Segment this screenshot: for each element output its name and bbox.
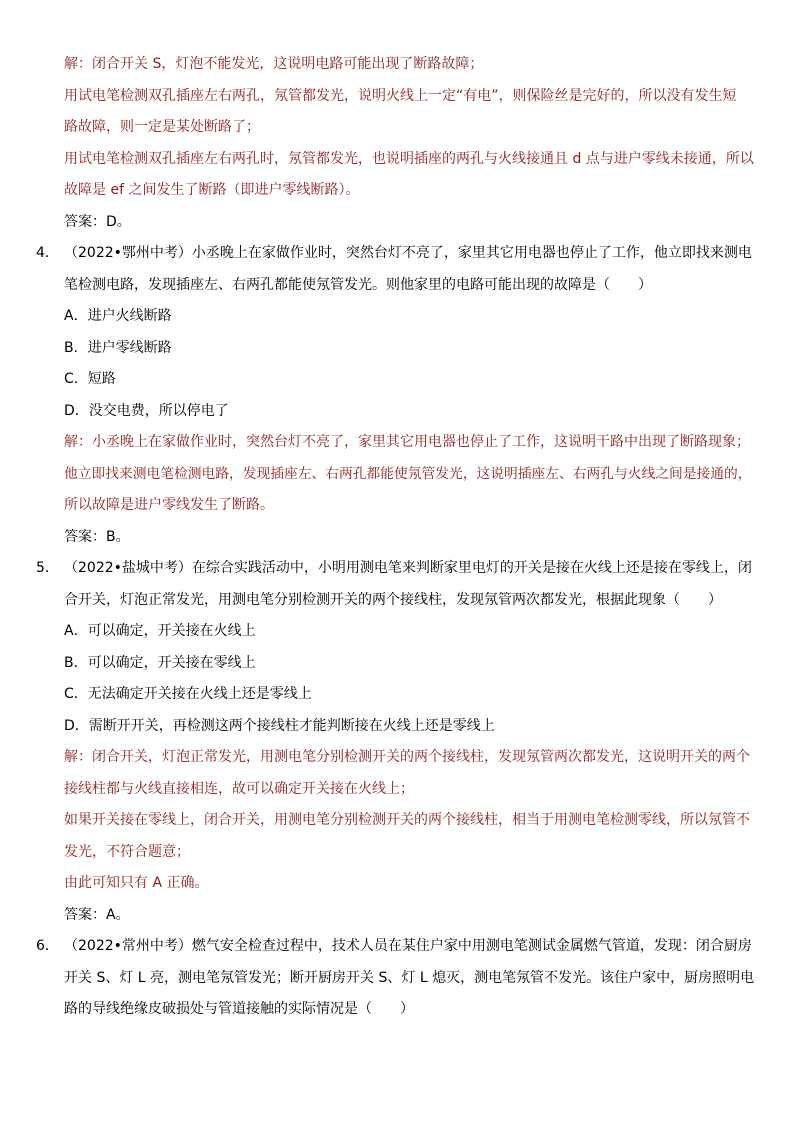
q4-stem-line-2: 笔检测电路，发现插座左、右两孔都能使氖管发光。则他家里的电路可能出现的故障是（ ） xyxy=(64,277,652,293)
q5-solution-line-4: 发光，不符合题意； xyxy=(64,844,190,860)
q5-option-d: D．需断开开关，再检测这两个接线柱才能判断接在火线上还是零线上 xyxy=(64,718,495,734)
q4-stem-line-1: （2022•鄂州中考）小丞晚上在家做作业时，突然台灯不亮了，家里其它用电器也停止了工作，他立即找来测电 xyxy=(64,245,752,261)
q5-solution-line-3: 如果开关接在零线上，闭合开关，用测电笔分别检测开关的两个接线柱，相当于用测电笔检测零线，所以氖管不 xyxy=(64,812,750,828)
q4-answer: 答案：B。 xyxy=(64,529,130,545)
q5-answer: 答案：A。 xyxy=(64,907,130,923)
q6-stem-line-3: 路的导线绝缘皮破损处与管道接触的实际情况是（ ） xyxy=(64,1001,414,1017)
q4-solution-line-2: 他立即找来测电笔检测电路，发现插座左、右两孔都能使氖管发光，这说明插座左、右两孔与火线之间是接通的， xyxy=(64,466,752,482)
q5-stem-line-1: （2022•盐城中考）在综合实践活动中，小明用测电笔来判断家里电灯的开关是接在火线上还是接在零线上，闭 xyxy=(64,560,752,576)
q3-solution-line-5: 故障是 ef 之间发生了断路（即进户零线断路）。 xyxy=(64,182,360,198)
q6-number: 6． xyxy=(36,938,59,954)
q5-solution-line-1: 解：闭合开关，灯泡正常发光，用测电笔分别检测开关的两个接线柱，发现氖管两次都发光，这说明开关的两个 xyxy=(64,749,750,765)
q5-option-b: B．可以确定，开关接在零线上 xyxy=(64,655,256,671)
q5-solution-line-2: 接线柱都与火线直接相连，故可以确定开关接在火线上； xyxy=(64,781,414,797)
q4-number: 4． xyxy=(36,245,59,261)
q4-option-c: C．短路 xyxy=(64,371,116,387)
q6-stem-line-2: 开关 S、灯 L 亮，测电笔氖管发光；断开厨房开关 S、灯 L 熄灭，测电笔氖管不发光。该住户家中，厨房照明电 xyxy=(64,970,755,986)
q4-solution-line-1: 解：小丞晚上在家做作业时，突然台灯不亮了，家里其它用电器也停止了工作，这说明干路中出现了断路现象； xyxy=(64,434,750,450)
q5-stem-line-2: 合开关，灯泡正常发光，用测电笔分别检测开关的两个接线柱，发现氖管两次都发光，根据此现象（ ） xyxy=(64,592,722,608)
q3-solution-line-2: 用试电笔检测双孔插座左右两孔，氖管都发光，说明火线上一定“有电”，则保险丝是完好的，所以没有发生短 xyxy=(64,88,737,104)
q4-option-d: D．没交电费，所以停电了 xyxy=(64,403,229,419)
q5-option-a: A．可以确定，开关接在火线上 xyxy=(64,623,256,639)
q3-solution-line-4: 用试电笔检测双孔插座左右两孔时，氖管都发光，也说明插座的两孔与火线接通且 d 点与进户零线未接通，所以 xyxy=(64,151,754,167)
q3-solution-line-1: 解：闭合开关 S，灯泡不能发光，这说明电路可能出现了断路故障； xyxy=(64,56,484,72)
q5-solution-line-5: 由此可知只有 A 正确。 xyxy=(64,875,209,891)
q3-solution-line-3: 路故障，则一定是某处断路了； xyxy=(64,119,260,135)
q5-number: 5． xyxy=(36,560,59,576)
q6-stem-line-1: （2022•常州中考）燃气安全检查过程中，技术人员在某住户家中用测电笔测试金属燃气管道，发现：闭合厨房 xyxy=(64,938,752,954)
q3-answer: 答案：D。 xyxy=(64,214,131,230)
q4-solution-line-3: 所以故障是进户零线发生了断路。 xyxy=(64,497,274,513)
q5-option-c: C．无法确定开关接在火线上还是零线上 xyxy=(64,686,312,702)
q4-option-a: A．进户火线断路 xyxy=(64,308,172,324)
q4-option-b: B．进户零线断路 xyxy=(64,340,172,356)
